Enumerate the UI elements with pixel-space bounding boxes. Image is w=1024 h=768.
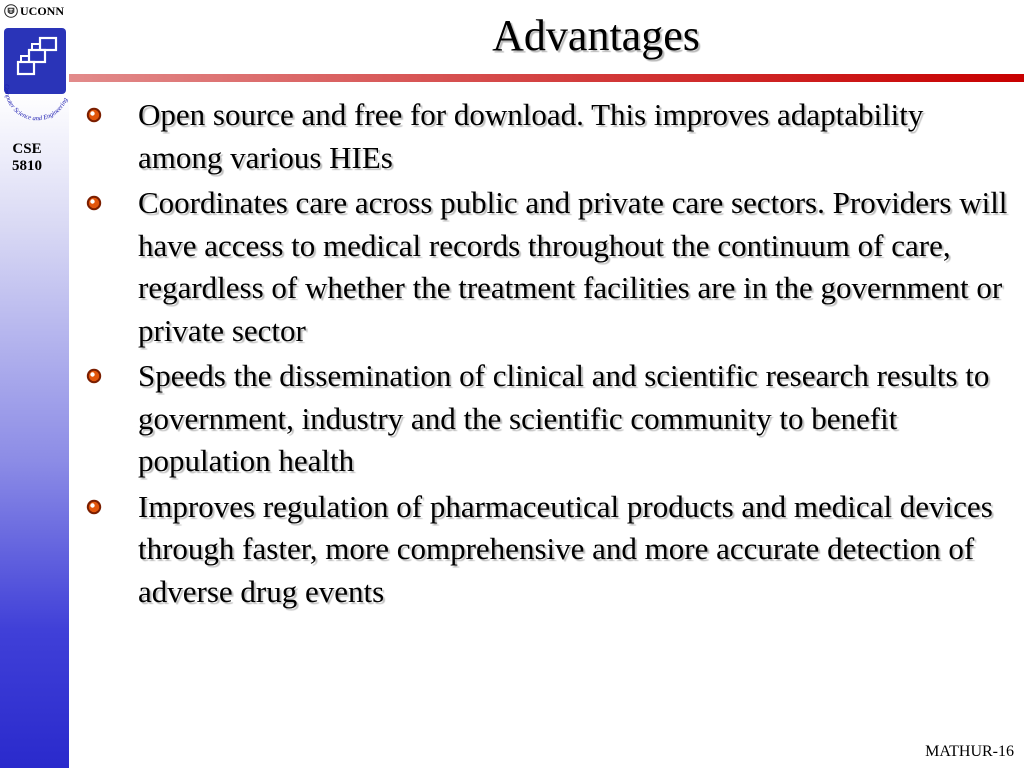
course-code bbox=[0, 141, 54, 175]
bullet-text: Speeds the dissemination of clinical and scientific research results to government, industry and the scientific community to benefit population health bbox=[138, 358, 990, 478]
bullet-text: Coordinates care across public and private care sectors. Providers will have access to medical records throughout the continuum of care, regardless of whether the treatment facilities are in the government or private sector bbox=[138, 185, 1008, 348]
cse-department-logo bbox=[2, 24, 72, 134]
bullet-text: Improves regulation of pharmaceutical products and medical devices through faster, more comprehensive and more accurate detection of adverse drug events bbox=[138, 488, 993, 609]
bullet-item bbox=[78, 182, 1012, 352]
uconn-seal-icon bbox=[4, 4, 18, 18]
bullet-circle-icon bbox=[86, 195, 104, 213]
bullet-text: Open source and free for download. This improves adaptability among various HIEs bbox=[138, 97, 924, 175]
slide-footer-label: MATHUR-16 bbox=[925, 743, 1014, 760]
bullet-circle-icon bbox=[86, 499, 104, 517]
course-code-number: 5810 bbox=[12, 158, 42, 174]
uconn-brand bbox=[4, 2, 64, 20]
title-underline-bar bbox=[69, 74, 1024, 82]
bullet-item bbox=[78, 486, 1012, 614]
cse-logo-arc-text: Computer Science and Engineering bbox=[2, 83, 70, 123]
bullet-list bbox=[78, 94, 1012, 616]
bullet-circle-icon bbox=[86, 107, 104, 125]
uconn-wordmark: UCONN bbox=[20, 3, 64, 18]
bullet-item bbox=[78, 355, 1012, 483]
slide-title: Advantages bbox=[492, 11, 700, 60]
course-code-subject: CSE bbox=[12, 141, 42, 157]
bullet-item bbox=[78, 94, 1012, 179]
bullet-circle-icon bbox=[86, 368, 104, 386]
